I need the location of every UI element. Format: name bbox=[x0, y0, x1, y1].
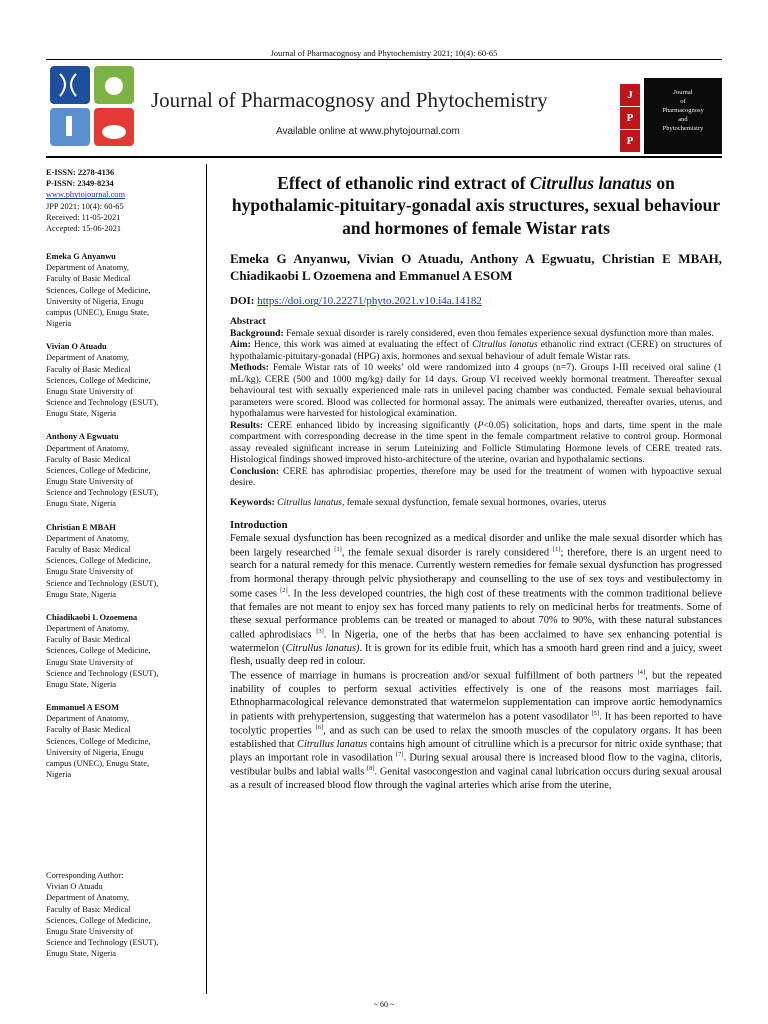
affiliation-block: Christian E MBAH Department of Anatomy, Faculty of Basic Medical Sciences, College of Medicine, Enugu State University of Science and Technology (ESUT), Enugu State, Nigeria bbox=[46, 522, 159, 599]
affiliation-block: Anthony A Egwuatu Department of Anatomy, Faculty of Basic Medical Sciences, College of Medicine, Enugu State University of Science and Technology (ESUT), Enugu State, Nigeria bbox=[46, 432, 159, 509]
affiliation-block: Emeka G Anyanwu Department of Anatomy, Faculty of Basic Medical Sciences, College of Medicine, University of Nigeria, Enugu campus (UNEC), Enugu State, Nigeria bbox=[46, 252, 151, 329]
accepted-date: Accepted: 15-06-2021 bbox=[46, 223, 122, 233]
received-date: Received: 11-05-2021 bbox=[46, 212, 121, 222]
corresponding-author: Corresponding Author: Vivian O Atuadu Department of Anatomy, Faculty of Basic Medical Sciences, College of Medicine, Enugu State University of Science and Technology (ESUT), Enugu State, Nigeria bbox=[46, 870, 200, 959]
banner-rule bbox=[46, 156, 722, 158]
introduction-heading: Introduction bbox=[230, 519, 288, 531]
keywords: Keywords: Citrullus lanatus, female sexual dysfunction, female sexual hormones, ovaries, uterus bbox=[230, 496, 607, 508]
page-number: ~ 60 ~ bbox=[373, 1000, 395, 1009]
article-title: Effect of ethanolic rind extract of Citrullus lanatus on hypothalamic-pituitary-gonadal axis structures, sexual behaviour and hormones of female Wistar rats bbox=[231, 173, 721, 238]
corresponding-name: Vivian O Atuadu bbox=[46, 882, 103, 892]
abstract-aim: Aim: Hence, this work was aimed at evaluating the effect of Citrullus lanatus ethanolic rind extract (CERE) on structures of hypothalamic-pituitary-gonadal (HPG) axis, hormones and sexual behaviour of adult female Wistar rats. bbox=[230, 339, 722, 362]
abstract-methods: Methods: Female Wistar rats of 10 weeks’ old were randomized into 4 groups (n=7). Groups I-III received oral saline (1 mL/kg), CERE (500 and 1000 mg/kg) daily for 14 days. Group VI received weekly hormonal treatment. Thereafter sexual behavioural test with sexually experienced male rats in unilevel pacing chamber was conducted. Female sexual behavioural parameters were scored. Blood was collected for hormonal assay. The animals were euthanized, thereafter ovaries, uterus, and hypothalamus were harvested for histological examination. bbox=[230, 362, 722, 420]
doi-line: DOI: https://doi.org/10.22271/phyto.2021.v10.i4a.14182 bbox=[230, 295, 482, 308]
abstract bbox=[230, 316, 722, 489]
intro-paragraph: Female sexual dysfunction has been recognized as a medical disorder and unlike the male sexual disorder which has been largely researched [1], the female sexual disorder is rarely considered [1]; therefore, there is an urgent need to search for a natural remedy for this menace. Currently western remedies for female sexual dysfunction has progressed from hormonal therapy through pelvic physiotherapy and counselling to the use of sex toys and vestibulectomy in some cases [2]. In the less developed countries, the high cost of these treatments with the common traditional believe that females are not meant to enjoy sex has forced many patients to rely on medicinal herbs for treatments. Some of these sexual performance problems can be treated or managed to about 70% to 90%, with these natural substances called aphrodisiacs [3]. In Nigeria, one of the herbs that has been acclaimed to have sex enhancing potential is watermelon (Citrullus lanatus). It is grown for its edible fruit, which has a smooth hard green rind and a juicy, sweet flesh, usually deep red in colour. bbox=[230, 532, 722, 668]
pissn: P-ISSN: 2349-8234 bbox=[46, 179, 114, 189]
affiliation-block: Chiadikaobi L Ozoemena Department of Anatomy, Faculty of Basic Medical Sciences, College of Medicine, Enugu State University of Science and Technology (ESUT), Enugu State, Nigeria bbox=[46, 612, 159, 689]
journal-banner bbox=[46, 62, 722, 150]
badge-letter: P bbox=[620, 107, 640, 130]
intro-paragraph: The essence of marriage in humans is procreation and/or sexual fulfillment of both partners [4], but the repeated inability of couples to perform sexual activities effectively is one of the reasons most marriages fail. Ethnopharmacological relevance demonstrated that watermelon supplementation can improve aortic hemodynamics in patients with prehypertension, suggesting that watermelon has a potent vasodilator [5]. It has been reported to have tocolytic properties [6], and as such can be used to relax the smooth muscles of the copulatory organs. It has been established that Citrullus lanatus contains high amount of citrulline which is a precursor for nitric oxide synthase; that plays an important role in vasodilation [7]. During sexual arousal there is increased blood flow to the vagina, clitoris, vestibular bulbs and labial walls [8]. Genital vasocongestion and vaginal canal lubrication occurs during sexual arousal as a result of increased blood flow through the vaginal arteries which arise from the uterine, bbox=[230, 668, 723, 792]
introduction-body bbox=[230, 532, 722, 793]
running-header: Journal of Pharmacognosy and Phytochemistry 2021; 10(4): 60-65 bbox=[270, 48, 498, 58]
article-authors: Emeka G Anyanwu, Vivian O Atuadu, Anthony A Egwuatu, Christian E MBAH, Chiadikaobi L Ozoemena and Emmanuel A ESOM bbox=[230, 251, 722, 284]
eissn: E-ISSN: 2278-4136 bbox=[46, 168, 115, 177]
doi-link[interactable]: https://doi.org/10.22271/phyto.2021.v10.i4a.14182 bbox=[257, 295, 482, 308]
abstract-background: Background: Female sexual disorder is rarely considered, even thou females experience sexual dysfunction more than males. bbox=[230, 327, 714, 339]
abstract-conclusion: Conclusion: CERE has aphrodisiac properties, therefore may be used for the treatment of women with hypoactive sexual desire. bbox=[230, 465, 722, 489]
abstract-heading: Abstract bbox=[230, 316, 266, 328]
abstract-results: Results: CERE enhanced libido by increasing significantly (P<0.05) solicitation, hops and darts, time spent in the male compartment with corresponding decrease in the time spent in the female compartment relative to control group. Hormonal assay revealed significant increase in serum Luteinizing and Follicle Stimulating Hormone levels of CERE treated rats. Histological findings showed improved histo-architecture of the uterine, ovarian and hypothalamic sections. bbox=[230, 419, 722, 466]
journal-cover-thumbnail: Journal of Pharmacognosy and Phytochemistry bbox=[644, 78, 722, 154]
corresponding-label: Corresponding Author: bbox=[46, 871, 124, 880]
affiliation-block: Vivian O Atuadu Department of Anatomy, Faculty of Basic Medical Sciences, College of Medicine, Enugu State University of Science and Technology (ESUT), Enugu State, Nigeria bbox=[46, 342, 159, 419]
journal-subtitle: Available online at www.phytojournal.com bbox=[276, 126, 460, 137]
jpp-badge bbox=[620, 84, 640, 152]
badge-letter: J bbox=[620, 84, 640, 107]
top-rule bbox=[46, 59, 722, 60]
jpp-citation: JPP 2021; 10(4): 60-65 bbox=[46, 201, 124, 211]
journal-logo bbox=[46, 62, 138, 150]
journal-title: Journal of Pharmacognosy and Phytochemistry bbox=[151, 88, 548, 112]
affiliation-list bbox=[46, 251, 200, 780]
affiliation-block: Emmanuel A ESOM Department of Anatomy, Faculty of Basic Medical Sciences, College of Medicine, University of Nigeria, Enugu campus (UNEC), Enugu State, Nigeria bbox=[46, 703, 151, 780]
sidebar bbox=[46, 167, 200, 780]
article-main bbox=[230, 172, 722, 793]
badge-letter: P bbox=[620, 130, 640, 153]
column-divider bbox=[206, 164, 207, 994]
journal-url-link[interactable]: www.phytojournal.com bbox=[46, 190, 126, 200]
